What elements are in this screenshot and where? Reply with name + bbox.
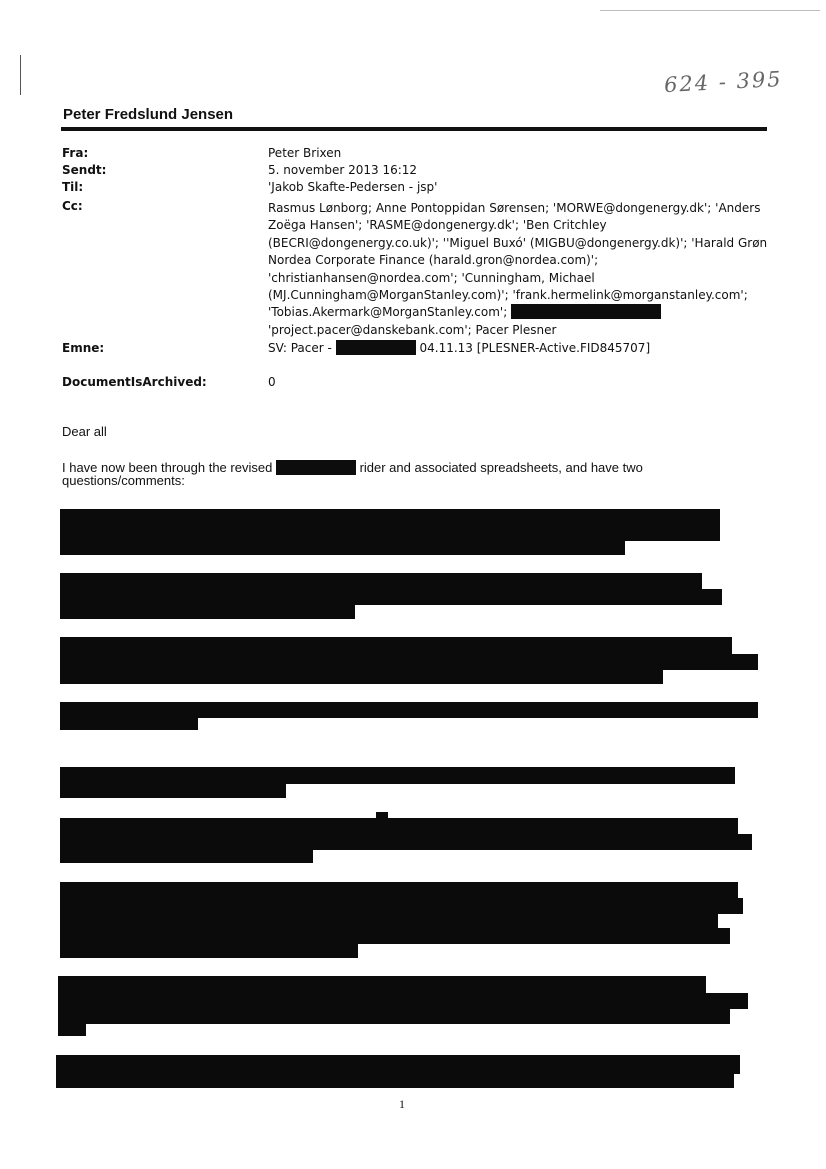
to-value: 'Jakob Skafte-Pedersen - jsp' (268, 180, 438, 194)
handwritten-note: 624 - 395 (663, 66, 784, 98)
sent-value: 5. november 2013 16:12 (268, 163, 418, 177)
sender-name-heading: Peter Fredslund Jensen (63, 106, 234, 123)
redaction-box (60, 898, 743, 914)
cc-line: 'christianhansen@nordea.com'; 'Cunningham, Michael (268, 270, 595, 285)
intro-before: I have now been through the revised (62, 460, 273, 475)
redaction-box (511, 304, 661, 319)
greeting: Dear all (62, 424, 107, 439)
intro-after: rider and associated spreadsheets, and have two (359, 460, 643, 475)
sent-label: Sendt: (62, 163, 107, 177)
page-number: 1 (399, 1097, 405, 1111)
redaction-box (60, 589, 722, 605)
cc-label: Cc: (62, 199, 83, 213)
intro-line-2: questions/comments: (62, 473, 185, 488)
scan-artifact-line (600, 10, 820, 11)
redaction-box (58, 976, 706, 994)
redaction-box (276, 460, 356, 475)
cc-line (268, 304, 767, 321)
redaction-box (58, 1023, 86, 1036)
redaction-box (58, 1008, 730, 1024)
redaction-box (60, 767, 735, 784)
cc-line-text: 'Tobias.Akermark@MorganStanley.com'; (268, 305, 508, 320)
redaction-box (60, 928, 730, 944)
archived-label: DocumentIsArchived: (62, 375, 207, 389)
redaction-box (60, 573, 702, 590)
subject-value (268, 340, 650, 357)
cc-line: 'project.pacer@danskebank.com'; Pacer Plesner (268, 322, 557, 337)
redaction-box (60, 716, 198, 730)
redaction-box (56, 1055, 740, 1074)
cc-line: (MJ.Cunningham@MorganStanley.com)'; 'frank.hermelink@morganstanley.com'; (268, 288, 748, 303)
subject-suffix: 04.11.13 [PLESNER-Active.FID845707] (419, 341, 651, 355)
archived-value: 0 (268, 375, 276, 389)
cc-value (268, 200, 767, 339)
redaction-box (60, 637, 732, 655)
cc-line: Zoëga Hansen'; 'RASME@dongenergy.dk'; 'Ben Critchley (268, 218, 607, 233)
subject-label: Emne: (62, 341, 105, 355)
cc-line: (BECRI@dongenergy.co.uk)'; ''Miguel Buxó' (MIGBU@dongenergy.dk)'; 'Harald Grøn (268, 235, 768, 250)
from-value: Peter Brixen (268, 146, 342, 160)
redaction-box (60, 834, 752, 850)
redaction-box (60, 509, 720, 541)
redaction-box (58, 993, 748, 1009)
header-rule (61, 127, 767, 131)
scan-artifact-mark (20, 55, 21, 95)
redaction-box (60, 783, 286, 798)
redaction-box (60, 913, 718, 929)
redaction-box (60, 818, 738, 835)
redaction-box (60, 849, 313, 863)
to-label: Til: (62, 180, 84, 194)
redaction-box (56, 1073, 734, 1088)
redaction-box (60, 943, 358, 958)
redaction-box (336, 340, 416, 355)
redaction-box (60, 540, 625, 555)
subject-prefix: SV: Pacer - (268, 341, 332, 355)
redaction-box (60, 882, 738, 899)
redaction-box (60, 669, 663, 684)
cc-line: Nordea Corporate Finance (harald.gron@nordea.com)'; (268, 253, 599, 268)
redaction-box (60, 604, 355, 619)
from-label: Fra: (62, 146, 89, 160)
cc-line: Rasmus Lønborg; Anne Pontoppidan Sørensen; 'MORWE@dongenergy.dk'; 'Anders (268, 201, 761, 215)
redaction-box (60, 654, 758, 670)
